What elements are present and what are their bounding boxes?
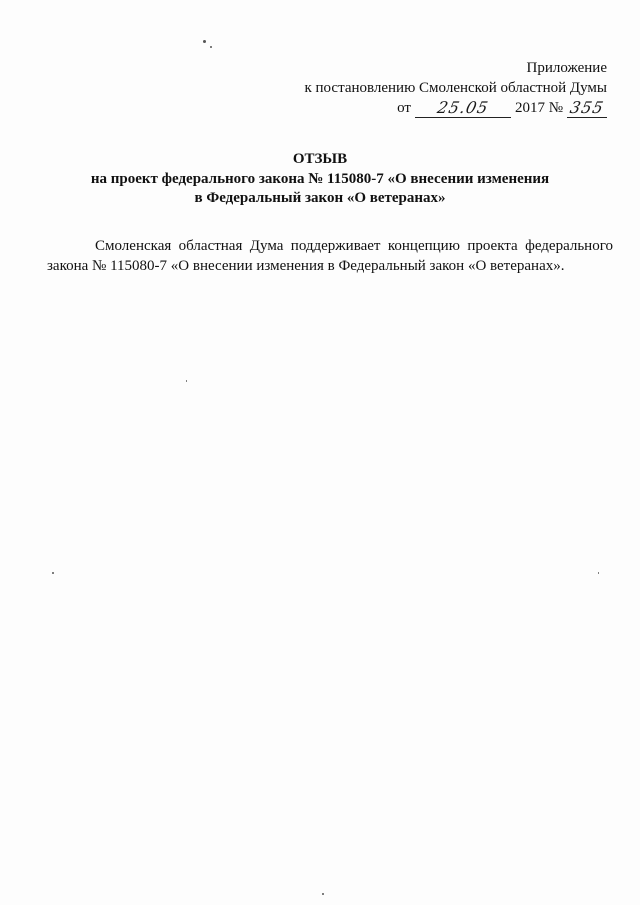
scan-speck — [322, 893, 324, 895]
appendix-resolution-ref: к постановлению Смоленской областной Думы — [304, 80, 607, 96]
date-prefix: от — [397, 100, 411, 116]
handwritten-date: 25.05 — [435, 98, 491, 117]
appendix-label: Приложение — [526, 60, 607, 76]
handwritten-number: 355 — [568, 98, 606, 117]
number-field — [567, 98, 607, 118]
scan-speck — [186, 380, 187, 382]
document-title: ОТЗЫВ — [292, 151, 348, 167]
date-field — [415, 98, 511, 118]
document-subtitle-line-1: на проект федерального закона № 115080-7 «О внесении изменения — [90, 171, 550, 187]
scan-speck — [52, 572, 54, 574]
appendix-header — [227, 58, 607, 118]
document-body-paragraph: Смоленская областная Дума поддерживает концепцию проекта федерального закона № 115080-7 «О внесении изменения в Федеральный закон «О ветеранах». — [47, 238, 613, 274]
document-title-block — [0, 150, 640, 208]
scan-speck — [210, 46, 212, 48]
scan-speck — [598, 572, 599, 574]
scan-speck — [203, 40, 206, 43]
appendix-date-line — [227, 98, 607, 118]
document-subtitle-line-2: в Федеральный закон «О ветеранах» — [194, 190, 446, 206]
year-and-number-label: 2017 № — [514, 100, 563, 116]
